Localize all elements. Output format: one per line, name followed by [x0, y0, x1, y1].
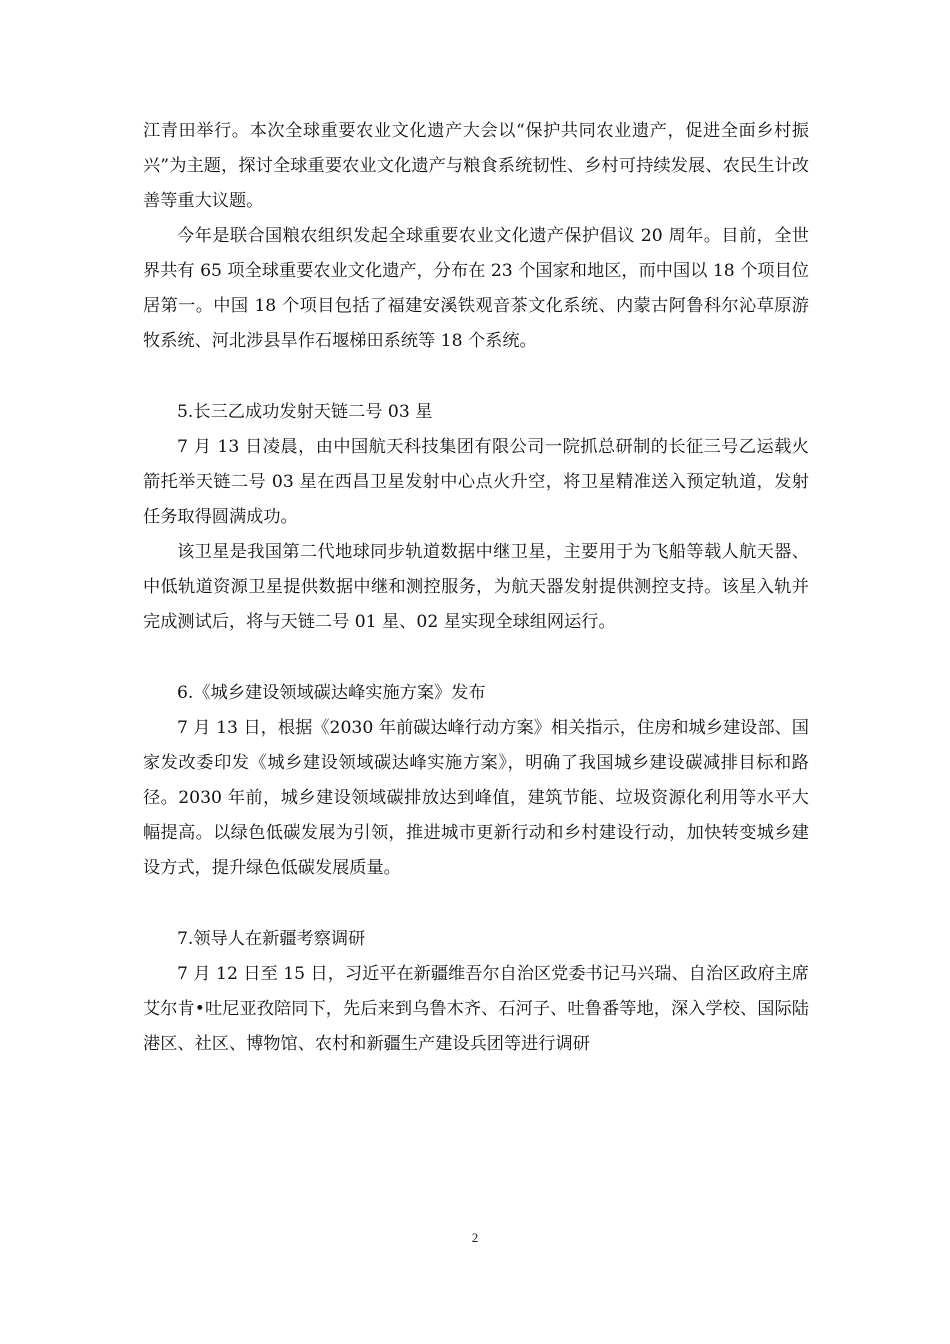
body-paragraph: 今年是联合国粮农组织发起全球重要农业文化遗产保护倡议 20 周年。目前，全世界共有 65 项全球重要农业文化遗产，分布在 23 个国家和地区，而中国以 18 个项目位居第一。中国 18 个项目包括了福建安溪铁观音茶文化系统、内蒙古阿鲁科尔沁草原游牧系统、河北涉县旱作石堰梯田系统等 18 个系统。 — [143, 226, 809, 351]
body-paragraph: 7 月 12 日至 15 日，习近平在新疆维吾尔自治区党委书记马兴瑞、自治区政府主席艾尔肯•吐尼亚孜陪同下，先后来到乌鲁木齐、石河子、吐鲁番等地，深入学校、国际陆港区、社区、博物馆、农村和新疆生产建设兵团等进行调研 — [143, 964, 809, 1054]
section-spacer — [143, 359, 809, 395]
body-paragraph: 该卫星是我国第二代地球同步轨道数据中继卫星，主要用于为飞船等载人航天器、中低轨道资源卫星提供数据中继和测控服务，为航天器发射提供测控支持。该星入轨并完成测试后，将与天链二号 01 星、02 星实现全球组网运行。 — [143, 542, 809, 632]
section-heading: 6.《城乡建设领域碳达峰实施方案》发布 — [177, 683, 486, 703]
section-spacer — [143, 640, 809, 676]
page-number: 2 — [471, 1230, 479, 1245]
section-heading: 7.领导人在新疆考察调研 — [177, 929, 366, 949]
section-heading: 5.长三乙成功发射天链二号 03 星 — [177, 402, 433, 422]
body-paragraph: 7 月 13 日凌晨，由中国航天科技集团有限公司一院抓总研制的长征三号乙运载火箭托举天链二号 03 星在西昌卫星发射中心点火升空，将卫星精准送入预定轨道，发射任务取得圆满成功。 — [143, 437, 809, 527]
document-body — [143, 114, 809, 1062]
section-spacer — [143, 886, 809, 922]
body-paragraph: 7 月 13 日，根据《2030 年前碳达峰行动方案》相关指示，住房和城乡建设部、国家发改委印发《城乡建设领域碳达峰实施方案》，明确了我国城乡建设碳减排目标和路径。2030 年前，城乡建设领域碳排放达到峰值，建筑节能、垃圾资源化利用等水平大幅提高。以绿色低碳发展为引领，推进城市更新行动和乡村建设行动，加快转变城乡建设方式，提升绿色低碳发展质量。 — [143, 718, 809, 878]
body-paragraph: 江青田举行。本次全球重要农业文化遗产大会以“保护共同农业遗产，促进全面乡村振兴”为主题，探讨全球重要农业文化遗产与粮食系统韧性、乡村可持续发展、农民生计改善等重大议题。 — [143, 121, 809, 211]
